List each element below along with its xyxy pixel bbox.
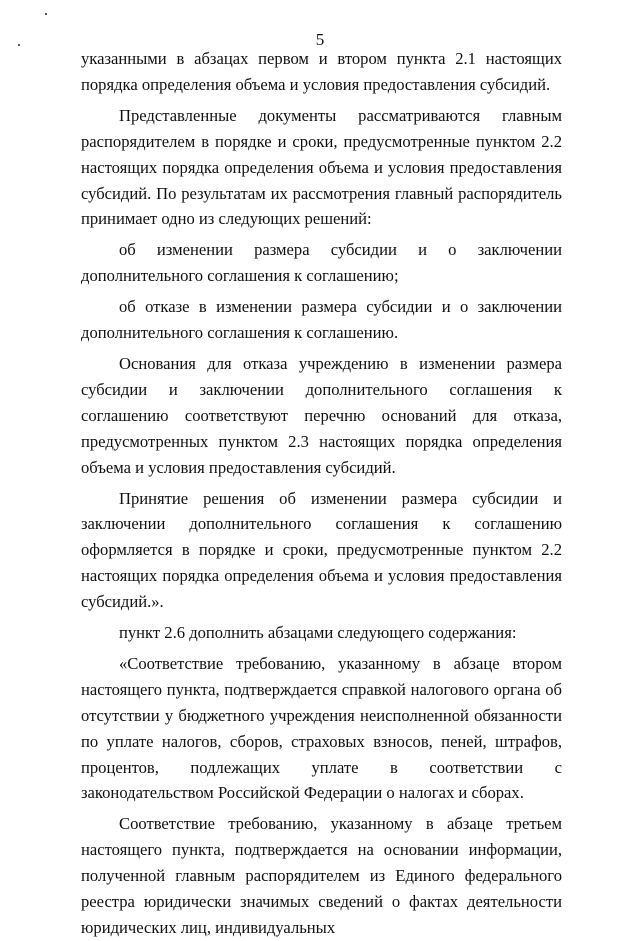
paragraph-amendment-2-6: пункт 2.6 дополнить абзацами следующего содержания: (119, 623, 517, 643)
scan-speck (45, 13, 47, 15)
paragraph-refusal-grounds: Основания для отказа учреждению в изменении размера субсидии и заключении дополнительного соглашения к соглашению соответствуют перечню оснований для отказа, предусмотренных пунктом 2.3 настоящих порядка определения объема и условия предоставления субсидий. (81, 353, 562, 477)
paragraph-decision-refusal: об отказе в изменении размера субсидии и о заключении дополнительного соглашения к соглашению. (81, 297, 562, 343)
document-body (81, 46, 562, 941)
paragraph-tax-certificate: «Соответствие требованию, указанному в абзаце втором настоящего пункта, подтверждается справкой налогового органа об отсутствии у бюджетного учреждения неисполненной обязанности по уплате налогов, сборов, страховых взносов, пеней, штрафов, процентов, подлежащих уплате в соответствии с законодательством Российской Федерации о налогах и сборах. (81, 653, 562, 803)
paragraph-decision-change: об изменении размера субсидии и о заключении дополнительного соглашения к соглашению; (81, 240, 562, 286)
paragraph-decision-formalization: Принятие решения об изменении размера субсидии и заключении дополнительного соглашения к соглашению оформляется в порядке и сроки, предусмотренные пунктом 2.2 настоящих порядка определения объема и условия предоставления субсидий.». (81, 488, 562, 612)
paragraph-review: Представленные документы рассматриваются главным распорядителем в порядке и сроки, предусмотренные пунктом 2.2 настоящих порядка определения объема и условия предоставления субсидий. По результатам их рассмотрения главный распорядитель принимает одно из следующих решений: (81, 105, 562, 229)
page-number: 5 (315, 30, 325, 49)
paragraph-continuation: указанными в абзацах первом и втором пункта 2.1 настоящих порядка определения объема и условия предоставления субсидий. (81, 49, 562, 94)
paragraph-federal-registry: Соответствие требованию, указанному в абзаце третьем настоящего пункта, подтверждается на основании информации, полученной главным распорядителем из Единого федерального реестра юридически значимых сведений о фактах деятельности юридических лиц, индивидуальных (81, 814, 562, 937)
